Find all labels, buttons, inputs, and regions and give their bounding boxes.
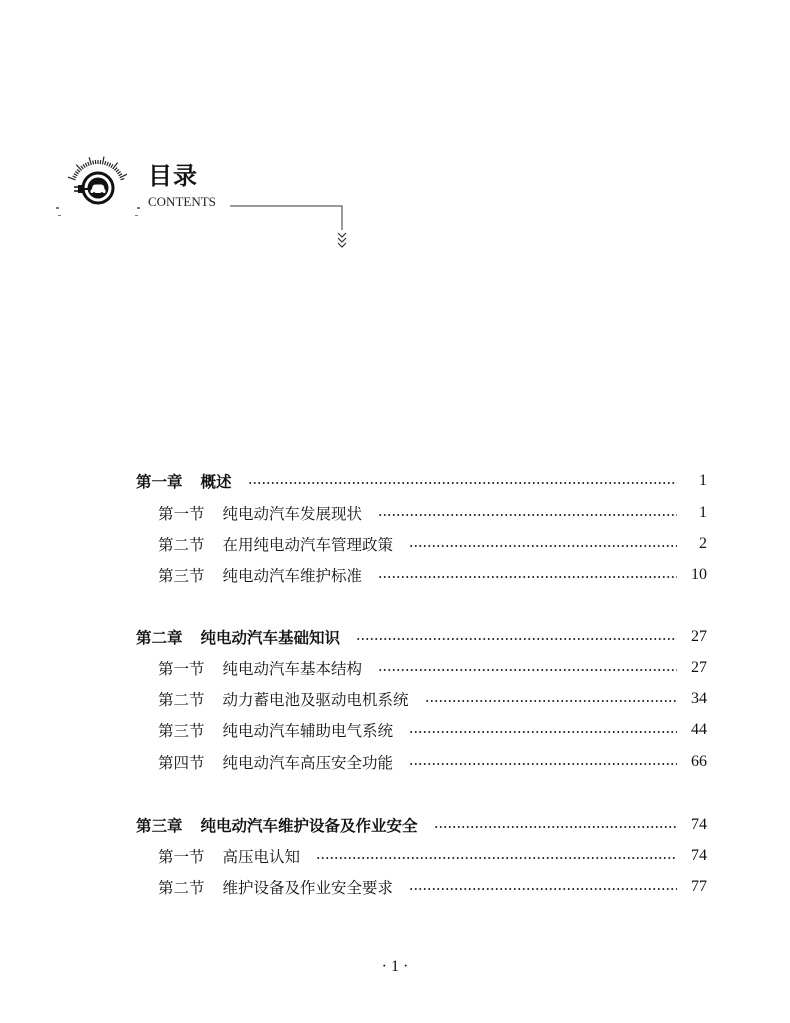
toc-title: 在用纯电动汽车管理政策 [222,536,394,554]
toc-section[interactable] [158,750,707,774]
toc-page: 2 [699,535,707,552]
toc-number: 第二章 [136,629,183,647]
toc-number: 第二节 [158,691,205,709]
toc-title: 纯电动汽车发展现状 [222,505,363,523]
dot-leader [409,731,677,733]
toc-chapter[interactable] [136,469,707,493]
toc-page: 10 [691,566,707,583]
toc-number: 第一节 [158,848,205,866]
dot-leader [425,700,677,702]
toc-page: 1 [699,472,707,489]
toc-title: 纯电动汽车维护标准 [222,567,363,585]
toc-title: 纯电动汽车基本结构 [222,660,363,678]
toc-page: 44 [691,721,707,738]
toc-number: 第二节 [158,536,205,554]
toc-page: 74 [691,847,707,864]
toc-title: 纯电动汽车维护设备及作业安全 [200,817,418,835]
toc-section[interactable] [158,532,707,556]
dot-leader [378,669,677,671]
dot-leader [316,857,677,859]
toc-page: 34 [691,690,707,707]
toc-title: 概述 [200,473,232,491]
dot-leader [409,888,677,890]
dot-leader [378,514,677,516]
toc-number: 第三节 [158,722,205,740]
dot-leader [248,482,677,484]
toc-page: 27 [691,659,707,676]
dot-leader [409,763,677,765]
toc-page: 74 [691,816,707,833]
toc-section[interactable] [158,718,707,742]
toc-page: 66 [691,753,707,770]
dot-leader [378,576,677,578]
toc-title: 纯电动汽车辅助电气系统 [222,722,394,740]
toc-page: 1 [699,504,707,521]
toc-number: 第三章 [136,817,183,835]
toc-section[interactable] [158,875,707,899]
dot-leader [356,638,677,640]
toc-section[interactable] [158,501,707,525]
toc-chapter[interactable] [136,625,707,649]
toc-title: 维护设备及作业安全要求 [222,879,394,897]
toc-title: 纯电动汽车基础知识 [200,629,341,647]
toc-section[interactable] [158,563,707,587]
toc-section[interactable] [158,656,707,680]
page-title: 目录 [148,162,198,190]
page-number: · 1 · [381,958,409,975]
toc-title: 高压电认知 [222,848,301,866]
dot-leader [434,826,677,828]
toc-number: 第一节 [158,660,205,678]
toc-section[interactable] [158,844,707,868]
toc-chapter[interactable] [136,813,707,837]
toc-number: 第一节 [158,505,205,523]
toc-section[interactable] [158,687,707,711]
dot-leader [409,545,677,547]
toc-title: 纯电动汽车高压安全功能 [222,754,394,772]
toc-number: 第一章 [136,473,183,491]
toc-number: 第二节 [158,879,205,897]
toc-page: 77 [691,878,707,895]
toc-number: 第三节 [158,567,205,585]
toc-title: 动力蓄电池及驱动电机系统 [222,691,409,709]
toc-number: 第四节 [158,754,205,772]
page-subtitle: CONTENTS [148,194,216,209]
toc-page: 27 [691,628,707,645]
